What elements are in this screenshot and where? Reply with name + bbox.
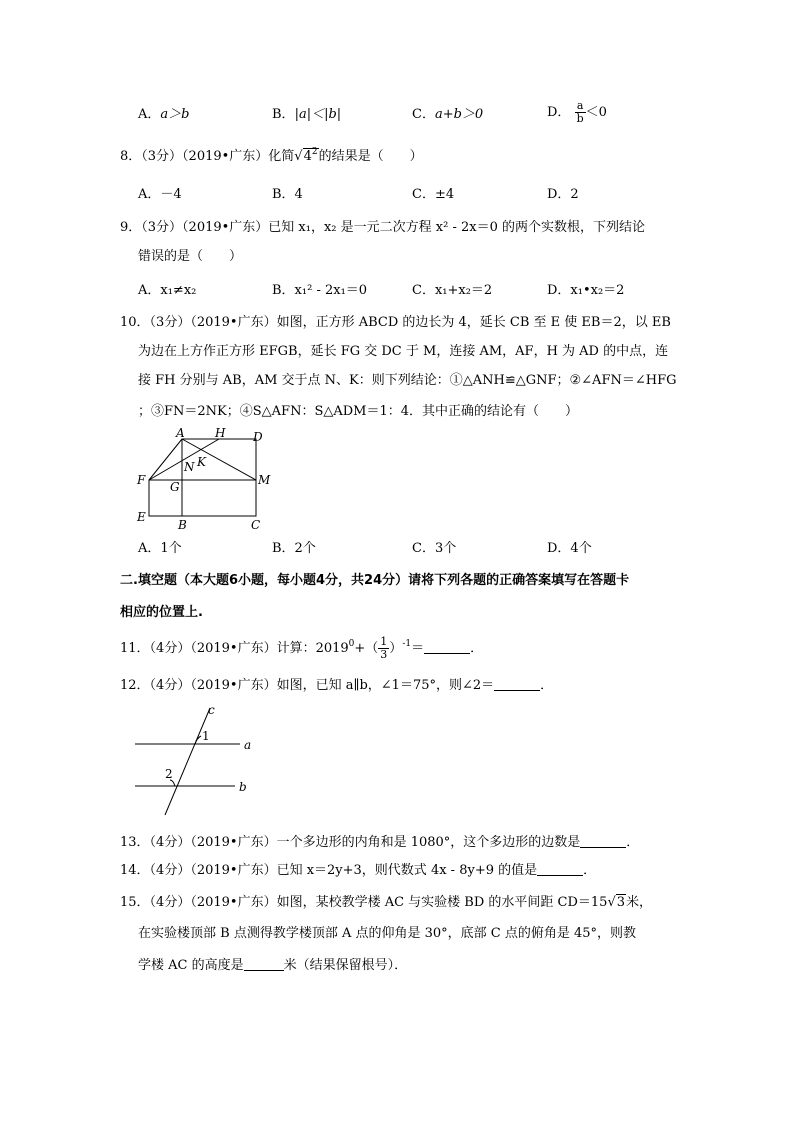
- q10-question-line3: 接 FH 分别与 AB，AM 交于点 N、K：则下列结论：①△ANH≌△GNF；②∠AFN＝∠HFG: [138, 373, 677, 388]
- label-d: D: [253, 430, 263, 444]
- q15-question-line3: 学楼 AC 的高度是 米（结果保留根号）．: [138, 958, 408, 973]
- q10-question-line4: ；③FN＝2NK；④S△AFN：S△ADM＝1：4．其中正确的结论有（ ）: [138, 404, 579, 419]
- q10-option-d: D．4个: [547, 541, 592, 556]
- q9-option-c: C．x₁+x₂＝2: [412, 283, 493, 298]
- q10-square-figure: [130, 425, 280, 533]
- q10-option-b: B．2个: [272, 541, 316, 556]
- answer-blank[interactable]: [494, 678, 540, 691]
- q8-option-c: C．±4: [412, 187, 455, 202]
- label-f: F: [137, 473, 146, 487]
- q9-question-line1: 9．（3分）（2019•广东）已知 x₁，x₂ 是一元二次方程 x² - 2x＝0 的两个实数根，下列结论: [120, 220, 645, 235]
- q8-option-a: A．－4: [138, 187, 182, 202]
- label-h: H: [215, 426, 226, 440]
- q13-question: 13．（4分）（2019•广东）一个多边形的内角和是 1080°，这个多边形的边数是 ．: [120, 835, 640, 850]
- q7-option-d: D． $\frac{a}{b}$ ＜0: [547, 99, 607, 125]
- q10-question-line1: 10．（3分）（2019•广东）如图，正方形 ABCD 的边长为 4，延长 CB 至 E 使 EB＝2，以 EB: [120, 315, 671, 330]
- angle-1-label: 1: [202, 729, 210, 743]
- label-b: b: [239, 780, 247, 794]
- square-abcd: [182, 439, 256, 516]
- q10-question-line2: 为边在上方作正方形 EFGB，延长 FG 交 DC 于 M，连接 AM，AF，H 为 AD 的中点，连: [138, 344, 669, 359]
- q7-option-b: B．|a|＜|b|: [272, 107, 342, 122]
- q15-question-line1: 15．（4分）（2019•广东）如图，某校教学楼 AC 与实验楼 BD 的水平间距 CD＝15√3米，: [120, 895, 653, 910]
- q9-option-b: B．x₁² - 2x₁＝0: [272, 283, 368, 298]
- q14-question: 14．（4分）（2019•广东）已知 x＝2y+3，则代数式 4x - 8y+9 的值是 ．: [120, 863, 597, 878]
- q15-question-line2: 在实验楼顶部 B 点测得教学楼顶部 A 点的仰角是 30°，底部 C 点的俯角是 45°，则教: [138, 926, 637, 941]
- line-af: [149, 439, 182, 480]
- q9-option-a: A．x₁≠x₂: [138, 283, 197, 298]
- answer-blank[interactable]: [244, 958, 284, 971]
- label-c: c: [208, 703, 215, 717]
- q8-question: 8．（3分）（2019•广东）化简$√4^2$的结果是（ ）: [120, 147, 423, 164]
- q9-question-line2: 错误的是（ ）: [138, 249, 243, 264]
- q12-question: 12．（4分）（2019•广东）如图，已知 a∥b，∠1＝75°，则∠2＝ ．: [120, 678, 554, 693]
- label-m: M: [258, 473, 271, 487]
- q11-question: 11．（4分）（2019•广东）计算：$2019^0+$（ $\frac{1}{3}$ ）$^{-1}$＝ ．: [120, 635, 484, 661]
- label-n: N: [184, 460, 195, 474]
- q7-option-c: C．a+b＞0: [412, 107, 484, 122]
- q9-option-d: D．x₁•x₂＝2: [547, 283, 625, 298]
- answer-blank[interactable]: [424, 641, 470, 654]
- label-a: A: [176, 426, 185, 440]
- q12-parallel-lines-figure: [135, 700, 265, 820]
- angle-2-label: 2: [165, 767, 173, 781]
- label-b: B: [178, 518, 187, 532]
- answer-blank[interactable]: [537, 863, 583, 876]
- sqrt-sign: √3: [607, 895, 626, 910]
- sqrt-sign: $√4^2$: [294, 147, 318, 164]
- q8-option-b: B．4: [272, 187, 303, 202]
- q8-option-d: D．2: [547, 187, 579, 202]
- fraction-one-third: $\frac{1}{3}$: [380, 635, 388, 661]
- label-a: a: [244, 738, 252, 752]
- q10-option-a: A．1个: [138, 541, 182, 556]
- section-fill-in-heading-line2: 相应的位置上.: [120, 605, 203, 620]
- fraction-a-over-b: $\frac{a}{b}$: [576, 99, 584, 125]
- q7-option-a: A．a＞b: [138, 107, 190, 122]
- label-c: C: [251, 518, 261, 532]
- answer-blank[interactable]: [580, 835, 626, 848]
- transversal-c: [165, 708, 210, 815]
- section-fill-in-heading-line1: 二.填空题（本大题6小题，每小题4分，共24分）请将下列各题的正确答案填写在答题卡: [120, 573, 630, 588]
- q10-option-c: C．3个: [412, 541, 457, 556]
- label-k: K: [197, 455, 206, 469]
- label-e: E: [137, 510, 146, 524]
- label-g: G: [170, 480, 180, 494]
